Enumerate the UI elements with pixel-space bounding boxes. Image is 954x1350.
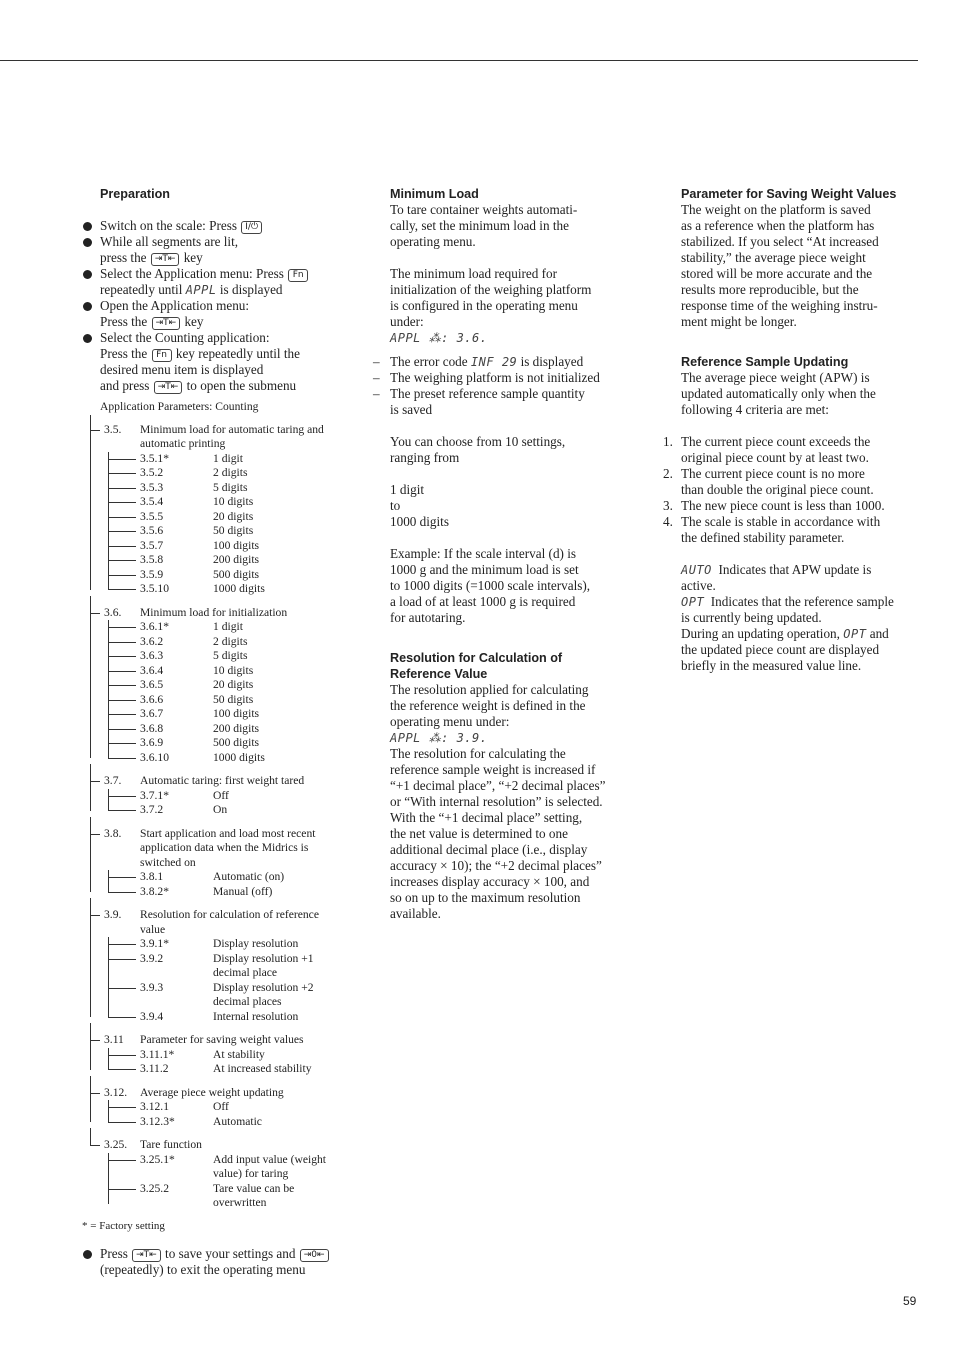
saving-weight-heading: Parameter for Saving Weight Values <box>681 187 897 201</box>
tree-item <box>108 635 352 650</box>
lcd-auto: AUTO <box>681 563 712 577</box>
tree-item <box>108 481 352 496</box>
tree-group-label: Minimum load for automatic taring and automatic printing <box>140 422 324 450</box>
preparation-steps <box>82 218 352 394</box>
tree-item-number: 3.6.2 <box>140 634 164 648</box>
menu-path-3-9: APPL ⁂: 3.9. <box>390 731 488 745</box>
tree-item-label: Internal resolution <box>213 1009 299 1023</box>
tree-item-number: 3.6.8 <box>140 721 164 735</box>
initialization-conditions <box>372 354 637 418</box>
tree-group-header <box>104 908 352 937</box>
criteria-item: 3. The new piece count is less than 1000. <box>663 498 885 513</box>
tare-key-icon: ⇥T⇤ <box>151 253 180 266</box>
reference-updating-heading: Reference Sample Updating <box>681 355 849 369</box>
tree-item <box>108 870 352 885</box>
tree-item <box>108 620 352 635</box>
top-rule <box>0 60 918 61</box>
tree-item-label: 500 digits <box>213 567 260 581</box>
tree-item-number: 3.9.3 <box>140 980 164 994</box>
menu-path-3-6: APPL ⁂: 3.6. <box>390 331 488 345</box>
tree-item-number: 3.11.1* <box>140 1047 175 1061</box>
tree-group-label: Automatic taring: first weight tared <box>140 774 305 787</box>
parameter-tree <box>82 400 352 1211</box>
column-weight-values <box>663 186 923 674</box>
tree-group-header <box>104 1138 352 1153</box>
tree-item-label: At increased stability <box>213 1062 312 1075</box>
tare-key-icon: ⇥T⇤ <box>154 381 183 394</box>
dash-item-error: – The error code INF 29 is displayed <box>372 354 637 370</box>
tree-item-number: 3.9.4 <box>140 1009 164 1023</box>
tree-item <box>108 466 352 481</box>
step-segments: While all segments are lit, press the ⇥T⇤ key <box>82 234 352 266</box>
example-text: Example: If the scale interval (d) is 1000 g and the minimum load is set to 1000 digits (=1000 scale intervals), a load of at least 1000 g is required for autotaring. <box>390 546 591 625</box>
resolution-heading: Resolution for Calculation of Reference Value <box>390 651 563 681</box>
tree-item-label: 200 digits <box>213 721 260 735</box>
lcd-opt-inline: OPT <box>843 627 867 641</box>
tree-item-label: 5 digits <box>213 649 248 662</box>
resolution-intro: The resolution applied for calculating the reference weight is defined in the operating menu under: <box>390 682 589 729</box>
fn-key-icon: Fn <box>288 269 308 282</box>
settings-range-text: You can choose from 10 settings, ranging from <box>390 434 566 465</box>
step-select-application: Select the Application menu: Press Fn repeatedly until APPL is displayed <box>82 266 352 298</box>
tree-item-label: 20 digits <box>213 678 254 691</box>
column-preparation <box>82 186 352 1278</box>
tree-item-label: 2 digits <box>213 634 248 648</box>
tree-item <box>108 678 352 693</box>
tree-item <box>108 1010 352 1025</box>
tree-group-label: Tare function <box>140 1138 202 1151</box>
tree-item-number: 3.25.2 <box>140 1181 169 1195</box>
tree-group-number: 3.5. <box>104 422 122 436</box>
tree-group-header <box>104 1033 352 1048</box>
tree-item-label: Tare value can be overwritten <box>213 1181 295 1209</box>
updating-operation-text: During an updating operation, OPT and the updated piece count are displayed briefly in the measured value line. <box>681 626 889 673</box>
tree-group <box>104 827 352 900</box>
tree-group <box>104 1138 352 1211</box>
tree-group-number: 3.11 <box>104 1033 124 1046</box>
minimum-load-heading: Minimum Load <box>390 187 479 201</box>
tree-item-label: 10 digits <box>213 663 254 677</box>
tree-item <box>108 1048 352 1063</box>
tree-item <box>108 510 352 525</box>
tree-item-label: Display resolution <box>213 937 299 950</box>
tree-item <box>108 1182 352 1211</box>
preparation-heading: Preparation <box>100 187 170 201</box>
lcd-opt: OPT <box>681 595 705 609</box>
tree-item <box>108 693 352 708</box>
step-save-exit: Press ⇥T⇤ to save your settings and ⇥0⇤ (repeatedly) to exit the operating menu <box>82 1246 352 1278</box>
tree-item-number: 3.8.1 <box>140 870 164 883</box>
tree-item <box>108 803 352 818</box>
tree-item-number: 3.9.1* <box>140 937 169 950</box>
tree-item-label: 50 digits <box>213 692 254 706</box>
tree-item-number: 3.5.10 <box>140 582 169 595</box>
tree-group <box>104 1086 352 1130</box>
tree-item-label: Off <box>213 1100 229 1113</box>
tree-item-number: 3.6.4 <box>140 663 164 677</box>
tree-item-label: Automatic <box>213 1114 262 1128</box>
tree-item-label: 1 digit <box>213 451 243 465</box>
tree-item <box>108 981 352 1010</box>
tree-item-number: 3.6.6 <box>140 692 164 706</box>
tree-item-number: 3.6.7 <box>140 707 164 720</box>
tree-item-label: 1000 digits <box>213 750 265 764</box>
tree-item <box>108 952 352 981</box>
tree-group-number: 3.12. <box>104 1085 128 1099</box>
tree-group-label: Start application and load most recent application data when the Midrics is switched on <box>140 826 316 869</box>
criteria-list <box>663 434 923 546</box>
tree-item-label: 1 digit <box>213 620 243 633</box>
factory-setting-footnote: * = Factory setting <box>82 1219 165 1232</box>
tree-item-number: 3.5.5 <box>140 509 164 523</box>
tree-item-label: Display resolution +2 decimal places <box>213 980 314 1008</box>
tree-group-header <box>104 774 352 789</box>
tree-item-number: 3.7.1* <box>140 788 169 802</box>
tree-item-number: 3.6.3 <box>140 649 164 662</box>
tree-group-header <box>104 423 352 452</box>
tree-item <box>108 736 352 751</box>
reference-updating-intro: The average piece weight (APW) is updated automatically only when the following 4 criteria are met: <box>681 370 876 417</box>
tree-item-label: 20 digits <box>213 509 254 523</box>
tree-item-number: 3.5.8 <box>140 553 164 566</box>
opt-indicator-text: OPT Indicates that the reference sample is currently being updated. <box>681 594 894 625</box>
tree-item-label: 100 digits <box>213 707 260 720</box>
auto-indicator-text: AUTO Indicates that APW update is active. <box>681 562 872 593</box>
tree-group-label: Resolution for calculation of reference value <box>140 908 319 936</box>
zero-key-icon: ⇥0⇤ <box>300 1249 329 1262</box>
range-values: 1 digit to 1000 digits <box>390 482 449 529</box>
tree-item-number: 3.7.2 <box>140 803 164 816</box>
tree-item-number: 3.5.9 <box>140 567 164 581</box>
criteria-item: 2. The current piece count is no more than double the original piece count. <box>663 466 874 497</box>
tree-item <box>108 789 352 804</box>
criteria-item: 4. The scale is stable in accordance with the defined stability parameter. <box>663 514 881 545</box>
tree-item-number: 3.5.3 <box>140 480 164 494</box>
tree-item-number: 3.5.7 <box>140 538 164 552</box>
minimum-load-menu-text: The minimum load required for initialization of the weighing platform is configured in the operating menu under: <box>390 266 592 329</box>
tree-item <box>108 1062 352 1077</box>
tree-item-number: 3.5.1* <box>140 451 169 465</box>
tree-item <box>108 495 352 510</box>
page-number: 59 <box>903 1294 917 1308</box>
tree-item-label: At stability <box>213 1047 265 1061</box>
criteria-item: 1. The current piece count exceeds the original piece count by at least two. <box>663 434 871 465</box>
tree-item-number: 3.5.6 <box>140 524 164 537</box>
tree-item-label: 2 digits <box>213 466 248 479</box>
fn-key-icon: Fn <box>152 349 172 362</box>
tree-group-number: 3.9. <box>104 908 122 921</box>
tree-item <box>108 452 352 467</box>
tree-item-number: 3.6.1* <box>140 620 169 633</box>
tree-item-label: Display resolution +1 decimal place <box>213 951 314 979</box>
tree-item <box>108 707 352 722</box>
tree-item-label: 50 digits <box>213 524 254 537</box>
final-step <box>82 1246 352 1278</box>
tree-group-header <box>104 1086 352 1101</box>
tree-item <box>108 539 352 554</box>
tree-group-number: 3.7. <box>104 774 122 787</box>
tree-item <box>108 937 352 952</box>
tree-item-label: 500 digits <box>213 736 260 749</box>
resolution-details: The resolution for calculating the reference sample weight is increased if “+1 decimal place”, “+2 decimal places” or “With internal resolution” is selected. With the “+1 decimal place” setting, the net value is determined to one additional decimal place (i.e., display accuracy × 10); the “+2 decimal places” increases display accuracy × 100, and so on up to the maximum resolution available. <box>390 746 606 921</box>
tree-group <box>104 1033 352 1077</box>
tree-item-number: 3.6.9 <box>140 736 164 749</box>
tree-item <box>108 885 352 900</box>
tree-group-number: 3.8. <box>104 826 122 840</box>
tree-item-label: On <box>213 803 228 816</box>
tree-item <box>108 664 352 679</box>
tree-group-header <box>104 606 352 621</box>
tree-item <box>108 1153 352 1182</box>
step-open-application: Open the Application menu: Press the ⇥T⇤ key <box>82 298 352 330</box>
tree-item-label: 5 digits <box>213 480 248 494</box>
tree-item <box>108 582 352 597</box>
tree-group <box>104 423 352 597</box>
tree-item-label: Automatic (on) <box>213 870 285 883</box>
tree-item-label: 200 digits <box>213 553 260 566</box>
tree-item <box>108 1100 352 1115</box>
tree-item-number: 3.5.4 <box>140 495 164 508</box>
tare-key-icon: ⇥T⇤ <box>132 1249 161 1262</box>
tree-item <box>108 524 352 539</box>
dash-item-preset-saved: – The preset reference sample quantity is saved <box>372 386 637 418</box>
tree-group-number: 3.25. <box>104 1138 128 1151</box>
tree-group-label: Average piece weight updating <box>140 1085 284 1099</box>
tree-item-label: Manual (off) <box>213 884 273 898</box>
tree-item-number: 3.8.2* <box>140 884 169 898</box>
on-off-key-icon: I/⏻ <box>241 221 262 234</box>
tree-item <box>108 1115 352 1130</box>
tree-item-number: 3.5.2 <box>140 466 164 479</box>
lcd-appl: APPL <box>185 283 217 297</box>
step-select-counting: Select the Counting application: Press the Fn key repeatedly until the desired menu item is displayed and press ⇥T⇤ to open the submenu <box>82 330 352 394</box>
tree-item-label: 100 digits <box>213 538 260 552</box>
tree-group <box>104 774 352 818</box>
tree-item <box>108 568 352 583</box>
tree-item-label: Off <box>213 788 229 802</box>
tree-item-number: 3.25.1* <box>140 1152 175 1166</box>
tree-item-number: 3.12.3* <box>140 1114 175 1128</box>
tree-item-number: 3.6.5 <box>140 678 164 691</box>
tree-item-label: Add input value (weight value) for taring <box>213 1152 327 1180</box>
tare-key-icon: ⇥T⇤ <box>152 317 181 330</box>
tree-item <box>108 553 352 568</box>
dash-item-not-initialized: – The weighing platform is not initialized <box>372 370 637 386</box>
tree-item-label: 1000 digits <box>213 582 265 595</box>
step-switch-on: Switch on the scale: Press I/⏻ <box>82 218 352 234</box>
tree-group-label: Minimum load for initialization <box>140 605 288 619</box>
tree-item-number: 3.6.10 <box>140 750 169 764</box>
tree-title: Application Parameters: Counting <box>100 400 259 413</box>
saving-weight-text: The weight on the platform is saved as a reference when the platform has stabilized. If you select “At increased stability,” the average piece weight stored will be more accurate and the results more reproducible, but the response time of the weighing instru- ment might be longer. <box>681 202 879 329</box>
tree-item-number: 3.12.1 <box>140 1100 169 1113</box>
tree-item-number: 3.11.2 <box>140 1062 169 1075</box>
tree-item <box>108 722 352 737</box>
tree-item <box>108 751 352 766</box>
column-minimum-load <box>372 186 637 922</box>
tree-item-label: 10 digits <box>213 495 254 508</box>
tree-item-number: 3.9.2 <box>140 951 164 965</box>
lcd-inf29: INF 29 <box>470 355 518 369</box>
tree-group-number: 3.6. <box>104 605 122 619</box>
tree-item <box>108 649 352 664</box>
minimum-load-intro: To tare container weights automati- cally, set the minimum load in the operating menu. <box>390 202 578 249</box>
tree-group <box>104 606 352 766</box>
tree-group <box>104 908 352 1024</box>
tree-group-header <box>104 827 352 871</box>
tree-group-label: Parameter for saving weight values <box>140 1033 304 1046</box>
